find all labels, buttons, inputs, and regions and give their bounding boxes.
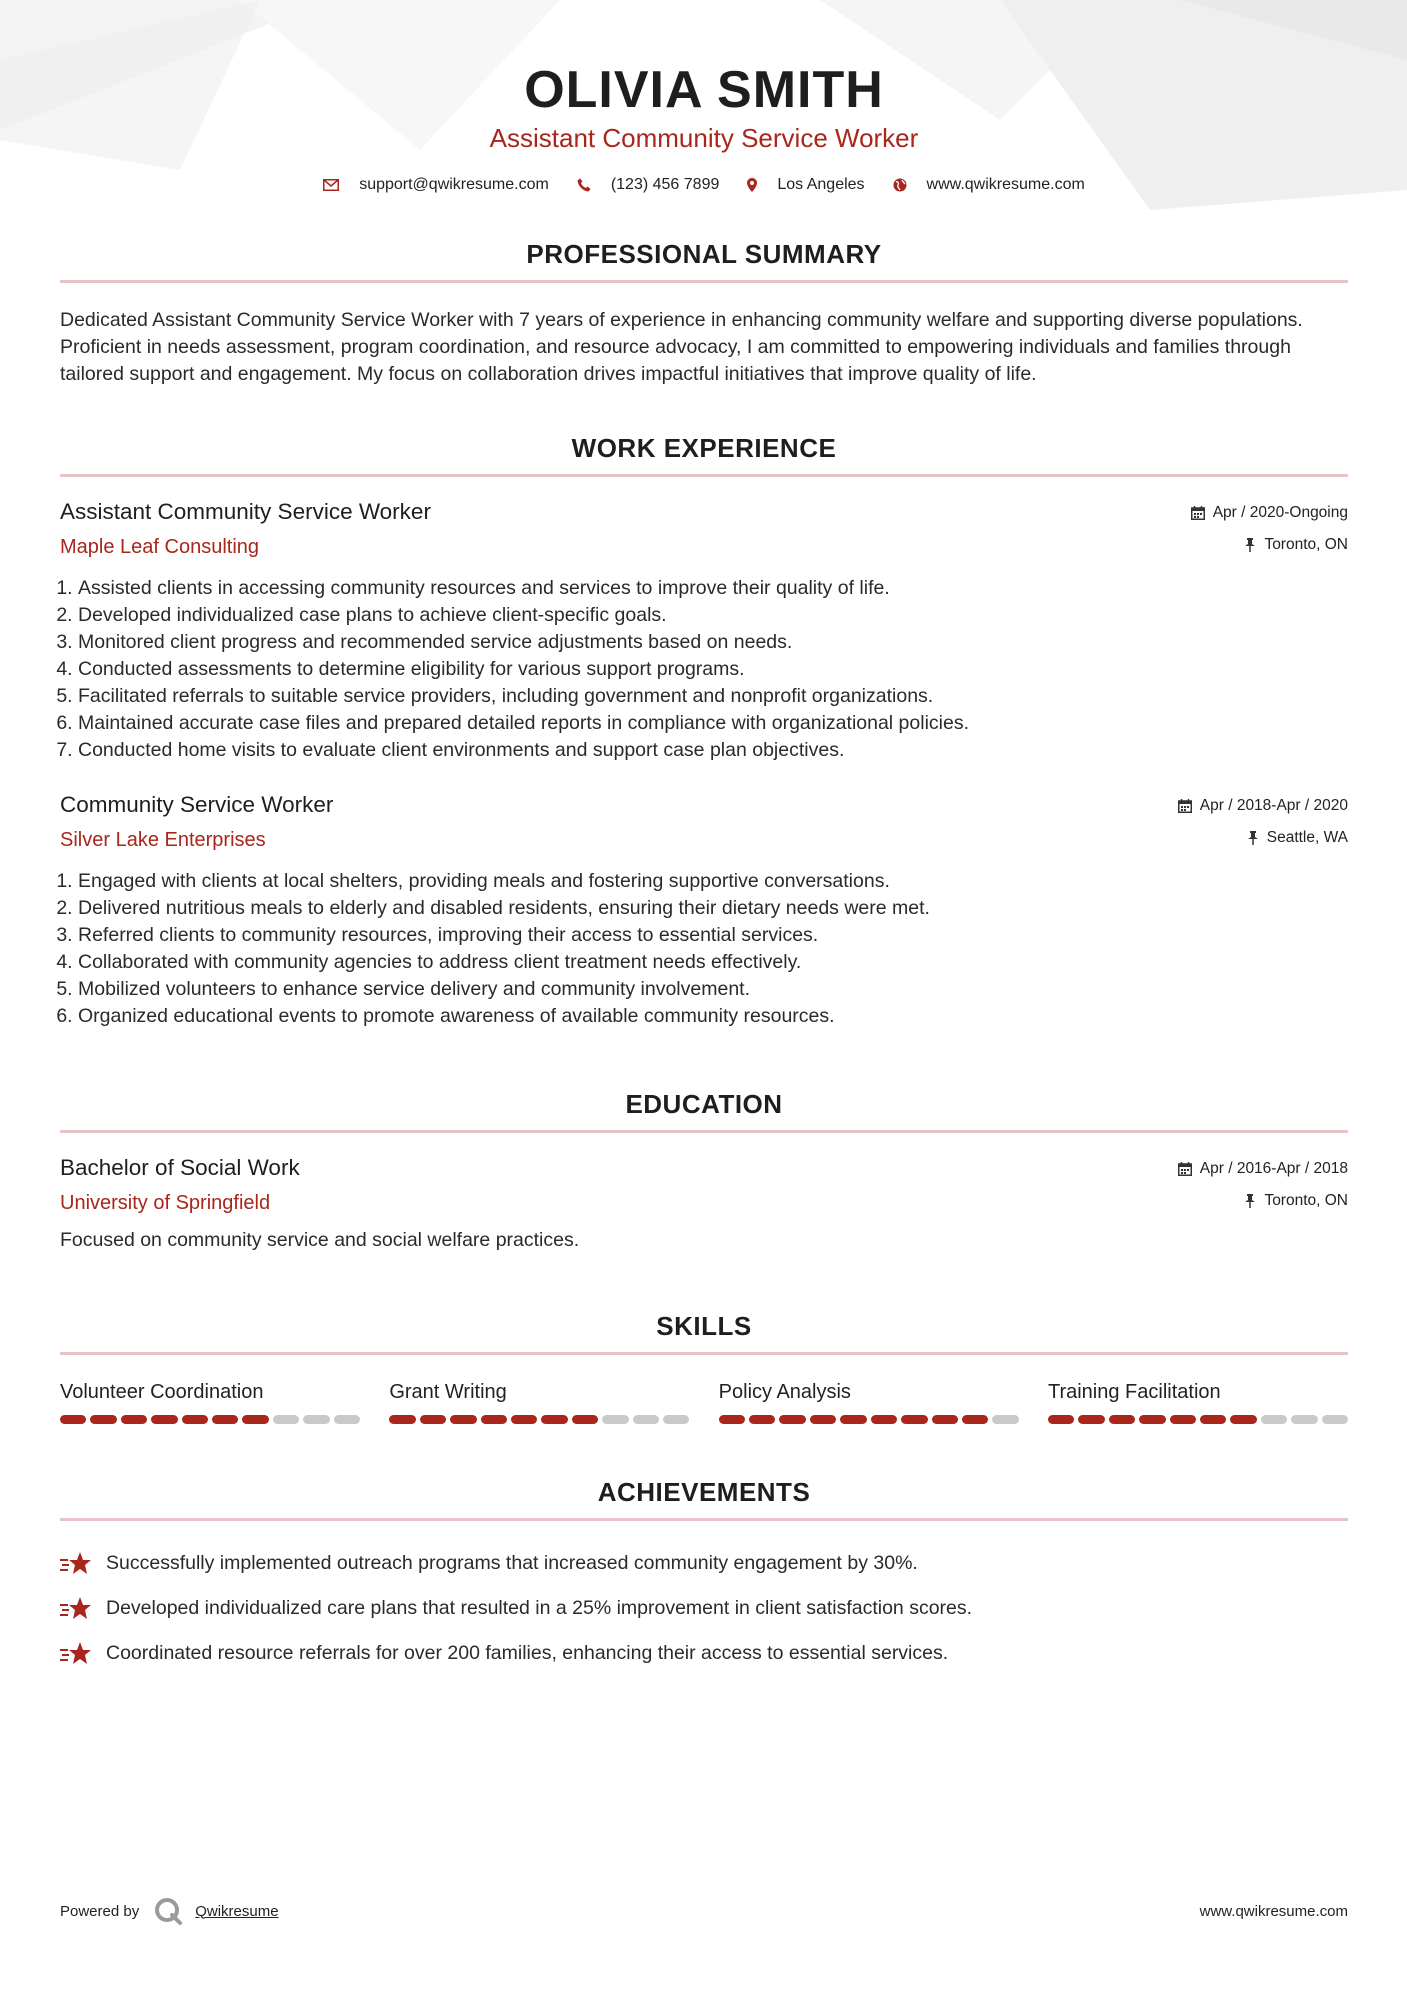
phone-icon xyxy=(577,178,591,192)
education-location: Toronto, ON xyxy=(1264,1192,1348,1209)
powered-by xyxy=(60,1896,279,1926)
skill-dash-filled xyxy=(779,1415,805,1424)
list-item: 6. Maintained accurate case files and prepared detailed reports in compliance with organizational policies. xyxy=(78,710,1348,737)
skill-item xyxy=(1048,1379,1348,1424)
section-divider xyxy=(60,1352,1348,1355)
candidate-name: OLIVIA SMITH xyxy=(524,61,884,119)
location-text: Los Angeles xyxy=(777,176,865,193)
job-dates: Apr / 2018-Apr / 2020 xyxy=(1199,797,1348,814)
skill-dash-filled xyxy=(242,1415,268,1424)
skill-dash-empty xyxy=(602,1415,628,1424)
pushpin-icon xyxy=(1244,1194,1256,1208)
skill-dash-filled xyxy=(871,1415,897,1424)
pushpin-icon xyxy=(1247,831,1259,845)
list-item: 5. Mobilized volunteers to enhance service delivery and community involvement. xyxy=(78,976,1348,1003)
skill-rating xyxy=(1048,1415,1348,1424)
list-item: 5. Facilitated referrals to suitable service providers, including government and nonprofit organizations. xyxy=(78,683,1348,710)
skill-dash-filled xyxy=(810,1415,836,1424)
achievements-heading: ACHIEVEMENTS xyxy=(597,1477,811,1507)
skill-dash-empty xyxy=(1291,1415,1317,1424)
page-footer xyxy=(60,1896,1348,1926)
skill-dash-filled xyxy=(932,1415,958,1424)
powered-by-label: Powered by xyxy=(60,1902,140,1920)
skill-dash-filled xyxy=(719,1415,745,1424)
email-text: support@qwikresume.com xyxy=(359,176,549,193)
section-divider xyxy=(60,280,1348,283)
calendar-icon xyxy=(1178,1162,1192,1176)
achievement-item xyxy=(60,1541,1348,1586)
contact-bar xyxy=(60,176,1348,194)
list-item: 4. Conducted assessments to determine eligibility for various support programs. xyxy=(78,656,1348,683)
skill-dash-filled xyxy=(151,1415,177,1424)
globe-icon xyxy=(893,178,907,192)
list-item: 2. Delivered nutritious meals to elderly and disabled residents, ensuring their dietary needs were met. xyxy=(78,895,1348,922)
education-description: Focused on community service and social welfare practices. xyxy=(60,1229,580,1251)
skill-rating xyxy=(60,1415,360,1424)
list-item: 2. Developed individualized case plans to achieve client-specific goals. xyxy=(78,602,1348,629)
section-divider xyxy=(60,1518,1348,1521)
job-duties xyxy=(60,868,1348,1030)
job-location: Seattle, WA xyxy=(1266,829,1348,846)
skill-dash-empty xyxy=(273,1415,299,1424)
experience-section xyxy=(60,432,1348,1030)
list-item: 4. Collaborated with community agencies to address client treatment needs effectively. xyxy=(78,949,1348,976)
job-company: Silver Lake Enterprises xyxy=(60,829,266,851)
star-award-icon xyxy=(60,1596,92,1622)
skill-dash-filled xyxy=(121,1415,147,1424)
contact-location xyxy=(747,176,864,194)
skill-dash-filled xyxy=(1200,1415,1226,1424)
qwikresume-logo-icon xyxy=(153,1896,183,1926)
job-location: Toronto, ON xyxy=(1264,536,1348,553)
resume-page xyxy=(60,0,1348,1676)
skill-dash-filled xyxy=(420,1415,446,1424)
skill-dash-filled xyxy=(182,1415,208,1424)
skill-dash-filled xyxy=(1078,1415,1104,1424)
education-heading: EDUCATION xyxy=(625,1089,783,1119)
list-item: 3. Referred clients to community resources, improving their access to essential services. xyxy=(78,922,1348,949)
job-duties xyxy=(60,575,1348,764)
experience-heading: WORK EXPERIENCE xyxy=(571,433,837,463)
achievement-text: Coordinated resource referrals for over 200 families, enhancing their access to essential services. xyxy=(106,1642,949,1664)
skills-heading: SKILLS xyxy=(656,1311,752,1341)
education-entry xyxy=(60,1153,1348,1254)
skill-dash-filled xyxy=(450,1415,476,1424)
skill-dash-filled xyxy=(1109,1415,1135,1424)
skill-dash-empty xyxy=(1322,1415,1348,1424)
achievement-item xyxy=(60,1586,1348,1631)
skill-name: Volunteer Coordination xyxy=(60,1381,264,1403)
summary-section xyxy=(60,238,1348,388)
phone-text: (123) 456 7899 xyxy=(610,176,720,193)
section-divider xyxy=(60,474,1348,477)
star-award-icon xyxy=(60,1551,92,1577)
skill-dash-empty xyxy=(1261,1415,1287,1424)
achievements-section xyxy=(60,1476,1348,1676)
skill-rating xyxy=(719,1415,1019,1424)
achievement-item xyxy=(60,1631,1348,1676)
qwikresume-link[interactable]: Qwikresume xyxy=(195,1902,279,1920)
job-company: Maple Leaf Consulting xyxy=(60,536,260,558)
job-entry xyxy=(60,790,1348,1030)
skill-item xyxy=(60,1379,360,1424)
skill-dash-filled xyxy=(541,1415,567,1424)
achievement-text: Successfully implemented outreach programs that increased community engagement by 30%. xyxy=(106,1552,918,1574)
skill-dash-filled xyxy=(511,1415,537,1424)
skill-name: Policy Analysis xyxy=(718,1381,851,1403)
skill-dash-filled xyxy=(840,1415,866,1424)
skill-dash-filled xyxy=(1170,1415,1196,1424)
contact-email[interactable] xyxy=(323,176,549,194)
resume-header xyxy=(60,0,1348,194)
skill-rating xyxy=(389,1415,689,1424)
skill-dash-empty xyxy=(334,1415,360,1424)
pushpin-icon xyxy=(1244,538,1256,552)
achievements-list xyxy=(60,1541,1348,1676)
summary-text: Dedicated Assistant Community Service Worker with 7 years of experience in enhancing community welfare and supporting diverse populations. Proficient in needs assessment, program coordination, and resource advocacy, I am committed to empowering individuals and families through tailored support and engagement. My focus on collaboration drives impactful initiatives that improve quality of life. xyxy=(60,309,1303,385)
skill-dash-filled xyxy=(1139,1415,1165,1424)
website-text: www.qwikresume.com xyxy=(926,176,1085,193)
list-item: 7. Conducted home visits to evaluate client environments and support case plan objectives. xyxy=(78,737,1348,764)
summary-heading: PROFESSIONAL SUMMARY xyxy=(526,239,882,269)
list-item: 1. Assisted clients in accessing community resources and services to improve their quality of life. xyxy=(78,575,1348,602)
job-role: Assistant Community Service Worker xyxy=(60,499,431,524)
skills-section xyxy=(60,1310,1348,1424)
skill-item xyxy=(719,1379,1019,1424)
list-item: 1. Engaged with clients at local shelters, providing meals and fostering supportive conversations. xyxy=(78,868,1348,895)
list-item: 6. Organized educational events to promote awareness of available community resources. xyxy=(78,1003,1348,1030)
skill-name: Grant Writing xyxy=(389,1381,507,1403)
skills-grid xyxy=(60,1379,1348,1424)
job-role: Community Service Worker xyxy=(60,792,334,817)
list-item: 3. Monitored client progress and recommended service adjustments based on needs. xyxy=(78,629,1348,656)
skill-dash-empty xyxy=(992,1415,1018,1424)
calendar-icon xyxy=(1178,799,1192,813)
education-dates: Apr / 2016-Apr / 2018 xyxy=(1199,1160,1348,1177)
contact-website[interactable] xyxy=(893,176,1085,194)
candidate-title: Assistant Community Service Worker xyxy=(489,123,919,153)
skill-item xyxy=(389,1379,689,1424)
skill-dash-filled xyxy=(1048,1415,1074,1424)
skill-dash-empty xyxy=(303,1415,329,1424)
skill-dash-filled xyxy=(572,1415,598,1424)
school-name: University of Springfield xyxy=(60,1192,271,1214)
skill-dash-filled xyxy=(901,1415,927,1424)
job-dates: Apr / 2020-Ongoing xyxy=(1212,504,1348,521)
skill-dash-filled xyxy=(749,1415,775,1424)
section-divider xyxy=(60,1130,1348,1133)
skill-dash-filled xyxy=(389,1415,415,1424)
job-entry xyxy=(60,497,1348,764)
skill-dash-filled xyxy=(90,1415,116,1424)
calendar-icon xyxy=(1191,506,1205,520)
skill-name: Training Facilitation xyxy=(1047,1381,1221,1403)
achievement-text: Developed individualized care plans that resulted in a 25% improvement in client satisfaction scores. xyxy=(106,1597,973,1619)
skill-dash-empty xyxy=(633,1415,659,1424)
skill-dash-empty xyxy=(663,1415,689,1424)
skill-dash-filled xyxy=(60,1415,86,1424)
degree-name: Bachelor of Social Work xyxy=(60,1155,300,1180)
skill-dash-filled xyxy=(481,1415,507,1424)
education-section xyxy=(60,1088,1348,1254)
skill-dash-filled xyxy=(212,1415,238,1424)
footer-website[interactable]: www.qwikresume.com xyxy=(1199,1902,1348,1920)
contact-phone[interactable] xyxy=(577,176,720,194)
map-pin-icon xyxy=(747,178,757,192)
star-award-icon xyxy=(60,1641,92,1667)
skill-dash-filled xyxy=(962,1415,988,1424)
envelope-icon xyxy=(323,179,339,191)
skill-dash-filled xyxy=(1230,1415,1256,1424)
